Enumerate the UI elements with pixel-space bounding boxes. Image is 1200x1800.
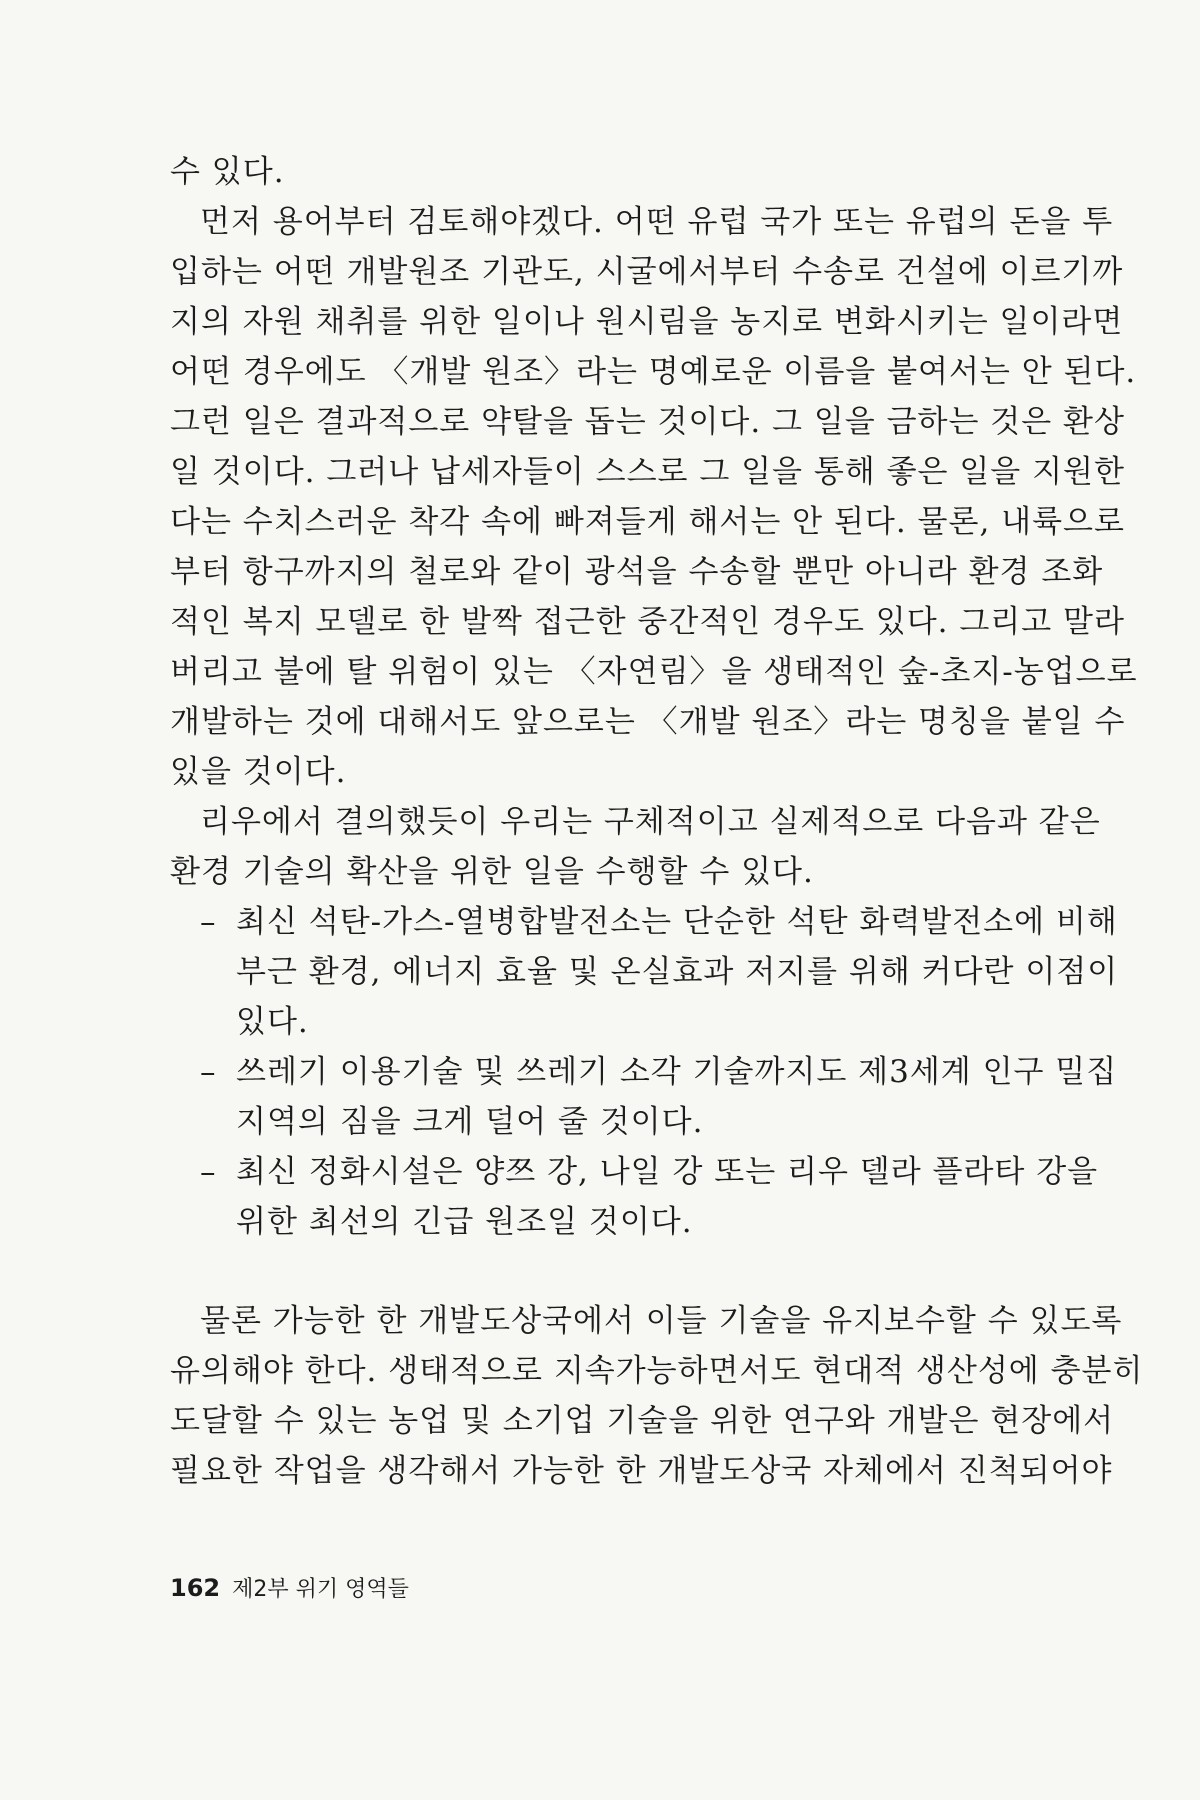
bullet-list: [170, 897, 1119, 1247]
text-line: 지의 자원 채취를 위한 일이나 원시림을 농지로 변화시키는 일이라면: [170, 304, 1124, 340]
dash-bullet-icon: –: [200, 1154, 217, 1190]
text-line: 그런 일은 결과적으로 약탈을 돕는 것이다. 그 일을 금하는 것은 환상: [170, 404, 1125, 440]
list-item: [170, 1047, 1118, 1147]
page-number: 162: [170, 1574, 221, 1602]
text-line: 어떤 경우에도 〈개발 원조〉라는 명예로운 이름을 붙여서는 안 된다.: [170, 354, 1137, 390]
list-item: [170, 897, 1119, 1047]
text-line: 적인 복지 모델로 한 발짝 접근한 중간적인 경우도 있다. 그리고 말라: [170, 604, 1125, 640]
text-line: 리우에서 결의했듯이 우리는 구체적이고 실제적으로 다음과 같은: [200, 804, 1101, 840]
list-item-text: 쓰레기 이용기술 및 쓰레기 소각 기술까지도 제3세계 인구 밀집: [236, 1054, 1118, 1090]
running-title: 제2부 위기 영역들: [232, 1577, 409, 1602]
list-item-line: 위한 최선의 긴급 원조일 것이다.: [236, 1204, 693, 1240]
list-item-line: 있다.: [236, 1004, 309, 1040]
text-line: 일 것이다. 그러나 납세자들이 스스로 그 일을 통해 좋은 일을 지원한: [170, 454, 1125, 490]
page-footer: [170, 1572, 409, 1603]
text-line: 도달할 수 있는 농업 및 소기업 기술을 위한 연구와 개발은 현장에서: [170, 1403, 1115, 1439]
list-item-line: [170, 1147, 1099, 1197]
list-item: [170, 1147, 1099, 1247]
text-line: 수 있다.: [170, 154, 285, 190]
text-line: 필요한 작업을 생각해서 가능한 한 개발도상국 자체에서 진척되어야: [170, 1453, 1113, 1489]
text-line: 부터 항구까지의 철로와 같이 광석을 수송할 뿐만 아니라 환경 조화: [170, 554, 1104, 590]
list-item-line: [170, 897, 1118, 947]
list-item-line: 부근 환경, 에너지 효율 및 온실효과 저지를 위해 커다란 이점이: [236, 954, 1119, 990]
list-item-line: 지역의 짐을 크게 덜어 줄 것이다.: [236, 1104, 704, 1140]
text-line: 개발하는 것에 대해서도 앞으로는 〈개발 원조〉라는 명칭을 붙일 수: [170, 704, 1126, 740]
text-line: 물론 가능한 한 개발도상국에서 이들 기술을 유지보수할 수 있도록: [200, 1303, 1123, 1339]
text-line: 버리고 불에 탈 위험이 있는 〈자연림〉을 생태적인 숲-초지-농업으로: [170, 654, 1138, 690]
body-text-upper: [170, 147, 1138, 1247]
list-item-text: 최신 정화시설은 양쯔 강, 나일 강 또는 리우 델라 플라타 강을: [236, 1154, 1099, 1190]
text-line: 있을 것이다.: [170, 754, 347, 790]
body-text-lower: [170, 1296, 1144, 1496]
text-line: 유의해야 한다. 생태적으로 지속가능하면서도 현대적 생산성에 충분히: [170, 1353, 1144, 1389]
dash-bullet-icon: –: [200, 904, 217, 940]
list-item-line: [170, 1047, 1118, 1097]
text-line: 먼저 용어부터 검토해야겠다. 어떤 유럽 국가 또는 유럽의 돈을 투: [200, 204, 1114, 240]
dash-bullet-icon: –: [200, 1054, 217, 1090]
text-line: 다는 수치스러운 착각 속에 빠져들게 해서는 안 된다. 물론, 내륙으로: [170, 504, 1125, 540]
text-line: 입하는 어떤 개발원조 기관도, 시굴에서부터 수송로 건설에 이르기까: [170, 254, 1124, 290]
text-line: 환경 기술의 확산을 위한 일을 수행할 수 있다.: [170, 854, 814, 890]
list-item-text: 최신 석탄-가스-열병합발전소는 단순한 석탄 화력발전소에 비해: [236, 904, 1118, 940]
